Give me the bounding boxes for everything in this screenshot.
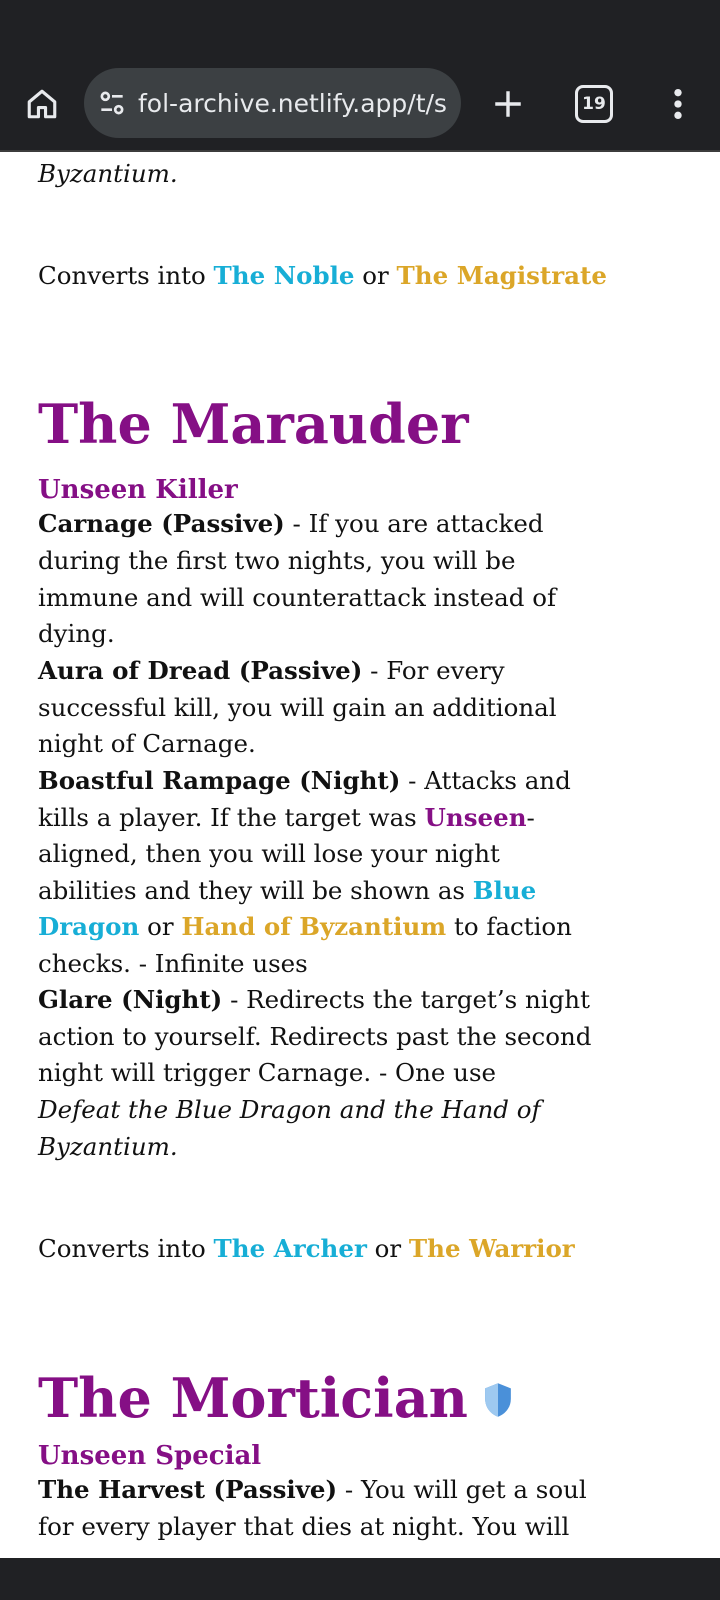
previous-converts-line: Converts into The Noble or The Magistrate [38, 261, 607, 290]
glare-text: action to yourself. Redirects past the second [38, 1022, 592, 1051]
link-hand-of-byzantium[interactable]: Hand of Byzantium [181, 912, 447, 941]
mortician-title: The Mortician [38, 1366, 514, 1430]
aura-text: successful kill, you will gain an additional [38, 693, 557, 722]
tune-icon[interactable] [96, 87, 128, 119]
carnage-ability: Carnage (Passive) - If you are attacked [38, 509, 544, 538]
marauder-goal: Defeat the Blue Dragon and the Hand of [38, 1095, 541, 1124]
more-options-button[interactable] [664, 80, 692, 128]
link-the-archer[interactable]: The Archer [213, 1234, 367, 1263]
link-the-noble[interactable]: The Noble [213, 261, 355, 290]
aura-of-dread-ability: Aura of Dread (Passive) - For every [38, 656, 505, 685]
status-bar [0, 0, 720, 64]
url-text[interactable]: fol-archive.netlify.app/t/s [138, 88, 447, 118]
rampage-text: aligned, then you will lose your night [38, 839, 500, 868]
carnage-text: dying. [38, 619, 115, 648]
rampage-text: checks. - Infinite uses [38, 949, 308, 978]
browser-toolbar [0, 64, 720, 152]
link-the-warrior[interactable]: The Warrior [408, 1234, 575, 1263]
plus-icon [491, 87, 525, 121]
home-button[interactable] [20, 82, 64, 126]
glare-text: night will trigger Carnage. - One use [38, 1058, 497, 1087]
marauder-title: The Marauder [38, 392, 469, 456]
marauder-converts-line: Converts into The Archer or The Warrior [38, 1234, 575, 1263]
aura-text: night of Carnage. [38, 729, 256, 758]
boastful-rampage-ability: Boastful Rampage (Night) - Attacks and [38, 766, 571, 795]
the-harvest-ability: The Harvest (Passive) - You will get a soul [38, 1475, 587, 1504]
mortician-alignment: Unseen Special [38, 1441, 262, 1471]
rampage-text: kills a player. If the target was Unseen- [38, 803, 535, 832]
carnage-text: during the first two nights, you will be [38, 546, 516, 575]
link-blue-dragon[interactable]: Dragon [38, 912, 140, 941]
link-the-magistrate[interactable]: The Magistrate [396, 261, 607, 290]
shield-icon [482, 1382, 514, 1418]
marauder-alignment: Unseen Killer [38, 475, 238, 505]
tab-switcher-icon[interactable] [575, 85, 613, 123]
new-tab-button[interactable] [484, 80, 532, 128]
rampage-text: Dragon or Hand of Byzantium to faction [38, 912, 572, 941]
more-vert-icon [672, 87, 684, 121]
harvest-text: for every player that dies at night. You will [38, 1512, 570, 1541]
carnage-text: immune and will counterattack instead of [38, 583, 557, 612]
marauder-goal: Byzantium. [38, 1132, 178, 1161]
page-content [0, 152, 720, 1558]
link-blue-dragon[interactable]: Blue [472, 876, 537, 905]
system-navigation-bar [0, 1558, 720, 1600]
glare-ability: Glare (Night) - Redirects the target’s night [38, 985, 590, 1014]
rampage-text: abilities and they will be shown as Blue [38, 876, 537, 905]
home-icon [25, 87, 59, 121]
address-bar[interactable] [84, 68, 461, 138]
tab-count: 19 [582, 94, 606, 114]
previous-goal-tail: Byzantium. [38, 159, 178, 188]
link-unseen[interactable]: Unseen [424, 803, 527, 832]
